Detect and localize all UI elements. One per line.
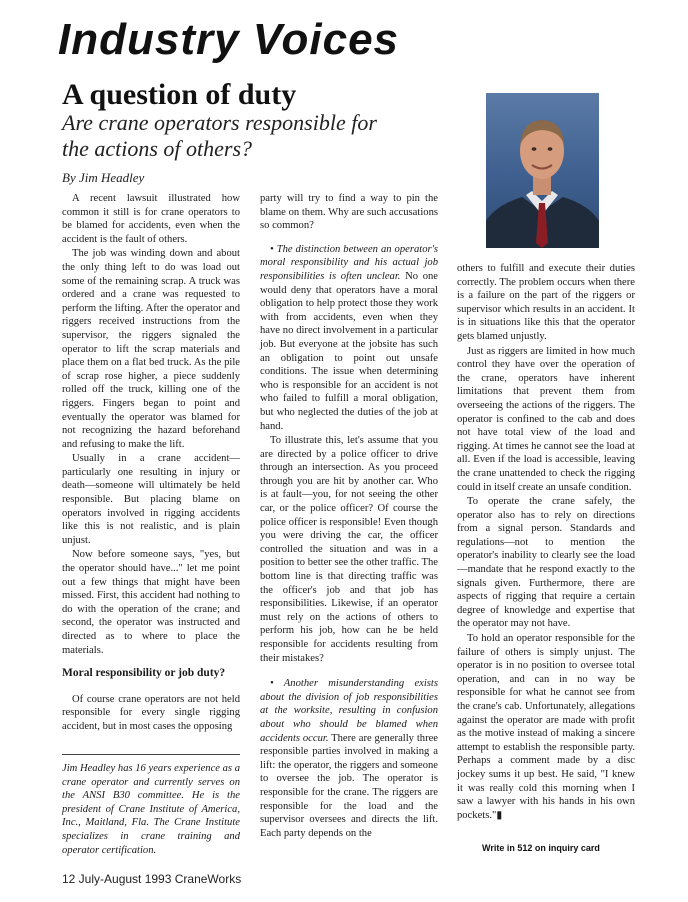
author-portrait-icon bbox=[486, 93, 599, 248]
article-headline: A question of duty bbox=[62, 78, 297, 111]
paragraph: others to fulfill and execute their duties correctly. The problem occurs when there is a failure on the part of the riggers or supervisor which results in an accident. It is in situations like this that the operator gets blamed unjustly. bbox=[457, 263, 635, 342]
paragraph bbox=[457, 632, 635, 822]
paragraph: Usually in a crane accident—particularly one resulting in injury or death—someone will ultimately be held responsible. But placing blame on operators involved in rigging accidents like this is not realistic, and is plain unjust. bbox=[62, 453, 240, 546]
inquiry-card-note: Write in 512 on inquiry card bbox=[482, 843, 600, 853]
paragraph-body: No one would deny that operators have a moral obligation to help protect those they work with from accidents, even when they have no direct involvement in a particular job. But everyone at the jobsite has such an obligation to point out unsafe conditions. The issue when determining who is responsible for an accident is not who failed to fulfill a moral obligation, but who neglected the duties of the job at hand. bbox=[260, 270, 438, 432]
paragraph: To operate the crane safely, the operator also has to rely on directions from a signal person. Standards and regulations—not to mention the operator's inability to clearly see the load—mandate that he respond exactly to the signals given. Furthermore, there are aspects of rigging that require a certain degree of knowledge and expertise that the operator may not have. bbox=[457, 496, 635, 630]
end-mark: ▮ bbox=[496, 809, 503, 821]
author-bio: Jim Headley has 16 years experience as a crane operator and currently serves on the ANSI B30 committee. He is the president of Crane Institute of America, Inc., Maitland, Fla. The Crane Institute specializes in crane training and operator certification. bbox=[62, 754, 240, 857]
paragraph: A recent lawsuit illustrated how common it still is for crane operators to be blamed for accidents, even when the accident is the fault of others. bbox=[62, 193, 240, 245]
paragraph: Now before someone says, "yes, but the operator should have..." let me point out a few things that might have been missed. First, this accident had nothing to do with the operation of the crane; and second, the operator was instructed and directed as to where to place the materials. bbox=[62, 549, 240, 656]
column-1 bbox=[62, 192, 240, 734]
paragraph: Of course crane operators are not held responsible for every single rigging accident, but in most cases the opposing bbox=[62, 693, 240, 732]
column-2 bbox=[260, 192, 438, 840]
paragraph bbox=[260, 243, 438, 433]
page-folio: 12 July-August 1993 CraneWorks bbox=[62, 872, 242, 886]
paragraph: party will try to find a way to pin the blame on them. Why are such accusations so common? bbox=[260, 193, 438, 232]
paragraph: Just as riggers are limited in how much control they have over the operation of the crane, operators have inherent limitations that prevent them from overseeing the actions of the riggers. The operator is confined to the cab and does not have total view of the load and rigging. At times he cannot see the load at all. Even if the load is accessible, leaving the crane unattended to check the rigging could in itself create an unsafe condition. bbox=[457, 345, 635, 493]
article-deck: Are crane operators responsible for the actions of others? bbox=[62, 110, 377, 161]
paragraph-body: There are generally three responsible parties involved in making a lift: the operator, the riggers and someone to oversee the job. The operator is responsible for the crane. The riggers are responsible for the load and the supervisor oversees and directs the lift. Each party depends on the bbox=[260, 732, 439, 839]
paragraph: The job was winding down and about the only thing left to do was load out some of the remaining scrap. A truck was ordered and a crane was requested to perform the lifting. After the operator and riggers received instructions from the supervisor, the riggers signaled the operator to lift the scrap materials and place them on a flat bed truck. As the pile of scrap rose higher, a piece suddenly rolled off the truck, killing one of the riggers. Fingers began to point and eventually the operator was blamed for not recognizing the hazard beforehand and refusing to make the lift. bbox=[62, 248, 240, 450]
section-kicker: Industry Voices bbox=[58, 15, 400, 64]
paragraph-lead: • Another misunderstanding exists about the division of job responsibilities at the worksite, resulting in confusion about who should be blamed when accidents occur. bbox=[260, 678, 438, 744]
byline: By Jim Headley bbox=[62, 170, 145, 185]
paragraph: To illustrate this, let's assume that you are directed by a police officer to drive through an intersection. As you proceed through you are hit by another car. Who is at fault—you, for not seeing the other car, or the police officer? Of course the police officer is responsible! Even though you were driving the car, the officer controlled the situation and was in a position to better see the other traffic. The bottom line is that directing traffic was the officer's job and that job has responsibilities. Likewise, if an operator must rely on the actions of others to perform his job, how can he be held responsible for accidents resulting from their mistakes? bbox=[260, 435, 438, 664]
subheading: Moral responsibility or job duty? bbox=[62, 667, 226, 680]
column-3 bbox=[457, 262, 635, 822]
paragraph-lead: • The distinction between an operator's moral responsibility and his actual job responsibilities is often unclear. bbox=[260, 243, 438, 282]
paragraph bbox=[260, 677, 438, 840]
paragraph-body: To hold an operator responsible for the failure of others is simply unjust. The operator is in no position to oversee total operation, and can in no way be responsible for what he cannot see from the crane's cab. Unfortunately, allegations against the operator are made with profit as the motive instead of making a sincere attempt to establish the responsible party. Perhaps a comment made by a disc jockey sums it up best. He said, "I knew it was really cold this morning when I saw a lawyer with his hands in his own pockets." bbox=[457, 633, 635, 821]
